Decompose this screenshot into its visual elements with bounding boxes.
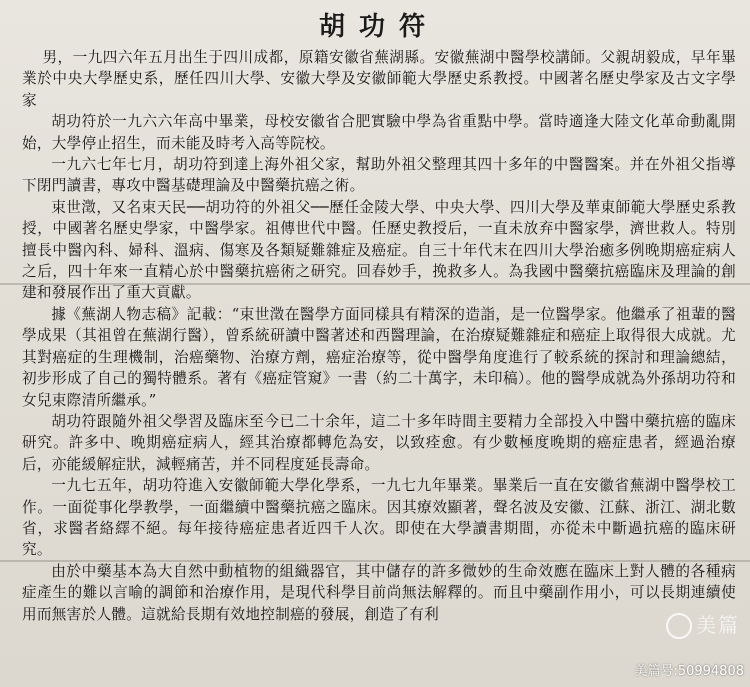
meipian-logo-icon	[666, 613, 692, 639]
paragraph-wuhu-record: 據《蕪湖人物志稿》記載：“束世澂在醫學方面同樣具有精深的造詣，是一位醫學家。他繼承了祖輩的醫學成果（其祖曾在蕪湖行醫），曾系統研讀中醫著述和西醫理論，在治療疑難雜症和癌症上取得很大成就。尤其對癌症的生理機制，治癌藥物、治療方劑，癌症治療等，從中醫學角度進行了較系統的探討和理論總結，初步形成了自己的獨特體系。著有《癌症管窺》一書（約二十萬字，未印稿）。他的醫學成就為外孫胡功符和女兒束際清所繼承。”	[22, 305, 736, 409]
paragraph-clinical-practice: 胡功符跟隨外祖父學習及臨床至今已二十余年，這二十多年時間主要精力全部投入中醫中藥抗癌的臨床研究。許多中、晚期癌症病人，經其治療都轉危為安，以致痊愈。有少數極度晚期的癌症患者，經過治療后，亦能緩解症狀，減輕痛苦，并不同程度延長壽命。	[22, 412, 736, 473]
watermark-brand: 美篇	[696, 612, 740, 637]
paper-fold-line	[0, 560, 750, 562]
meipian-logo-watermark	[666, 609, 740, 640]
paper-fold-line	[0, 283, 750, 285]
paragraph-career: 一九七五年，胡功符進入安徽師範大學化學系，一九七九年畢業。畢業后一直在安徽省蕪湖中醫學校工作。一面從事化學教學，一面繼續中醫藥抗癌之臨床。因其療效顯著，聲名波及安徽、江蘇、浙江、湖北數省，求醫者絡繹不絕。每年接待癌症患者近四千人次。即使在大學讀書期間，亦從未中斷過抗癌的臨床研究。	[22, 477, 736, 559]
paragraph-biography-intro: 男，一九四六年五月出生于四川成都，原籍安徽省蕪湖縣。安徽蕪湖中醫學校講師。父親胡毅成，早年畢業於中央大學歷史系，歷任四川大學、安徽大學及安徽師範大學歷史系教授。中國著名歷史學家及古文字學家	[22, 49, 736, 109]
paragraph-herbal-medicine: 由於中藥基本為大自然中動植物的組織器官，其中儲存的許多微妙的生命效應在臨床上對人體的各種病症產生的難以言喻的調節和治療作用，是現代科學目前尚無法解釋的。而且中藥副作用小，可以長期連續使用而無害於人體。這就給長期有效地控制癌的發展，創造了有利	[22, 562, 736, 623]
watermark-id: 美篇号:50994808	[634, 664, 744, 679]
paragraph-grandfather: 束世澂，又名束天民──胡功符的外祖父──歷任金陵大學、中央大學、四川大學及華東師範大學歷史系教授，中國著名歷史學家，中醫學家。祖傳世代中醫。任歷史教授后，一直未放弃中醫家學，濟世救人。特別擅長中醫內科、婦科、溫病、傷寒及各類疑難雜症及癌症。自三十年代末在四川大學治癒多例晚期癌症病人之后，四十年來一直精心於中醫藥抗癌術之研究。回春妙手，挽救多人。為我國中醫藥抗癌臨床及理論的創建和發展作出了重大貢獻。	[22, 198, 736, 302]
document-title: 胡功符	[318, 12, 439, 42]
paragraph-education: 胡功符於一九六六年高中畢業，母校安徽省合肥實驗中學為省重點中學。當時適逢大陸文化革命動亂開始，大學停止招生，而未能及時考入高等院校。	[22, 113, 736, 152]
paragraph-shanghai-study: 一九六七年七月，胡功符到達上海外祖父家，幫助外祖父整理其四十多年的中醫醫案。并在外祖父指導下閉門讀書，專攻中醫基礎理論及中醫藥抗癌之術。	[22, 156, 736, 195]
